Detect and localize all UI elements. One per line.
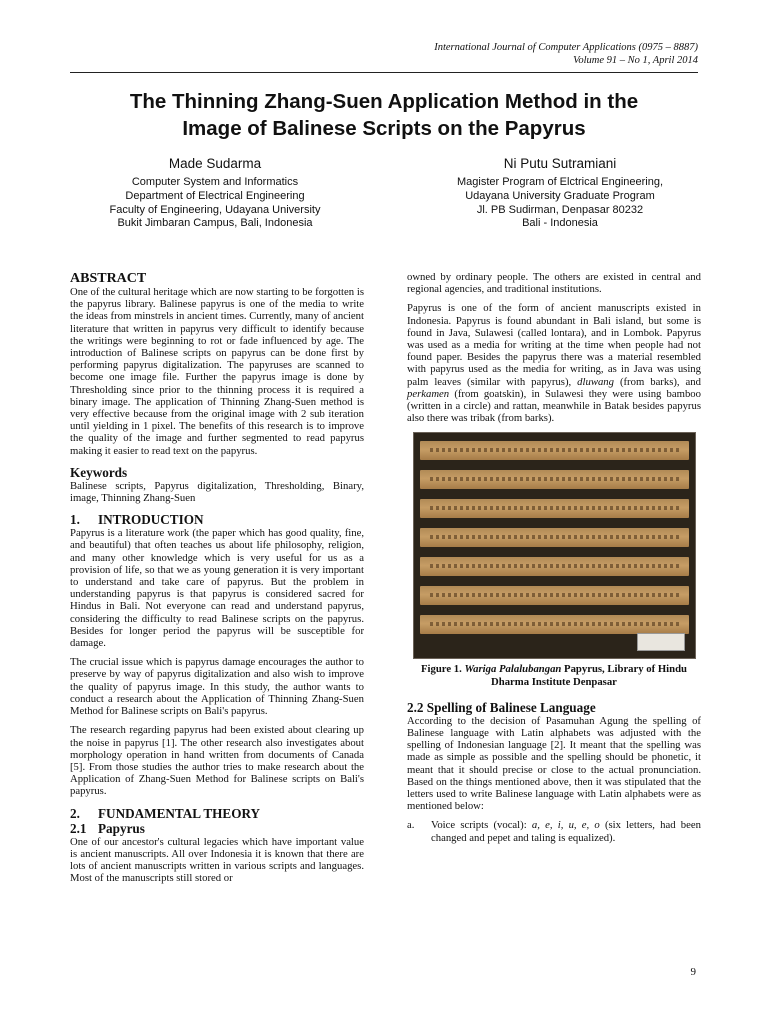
section-title: INTRODUCTION: [98, 512, 204, 528]
text-run: (from goatskin), in Sulawesi they were using bamboo (written in a circle) and rattan, meanwhile in Batak besides papyrus also there was tribak (from barks).: [407, 387, 701, 425]
caption-text: Papyrus, Library of Hindu Dharma Institute Denpasar: [491, 663, 687, 688]
intro-paragraph: The research regarding papyrus had been existed about clearing up the noise in papyrus [1]. The other research also investigates about morphology operation in hand written from documents of Canada [5]. From those studies the author tries to make research about the Application of Zhang-Suen Method for Balinese scripts on Bali's papyrus.: [70, 724, 364, 798]
author-affiliation-line: Bukit Jimbaran Campus, Bali, Indonesia: [117, 217, 313, 230]
author-affiliation-line: Faculty of Engineering, Udayana University: [109, 203, 321, 216]
journal-volume: Volume 91 – No 1, April 2014: [573, 55, 698, 66]
title-line-2: Image of Balinese Scripts on the Papyrus: [182, 117, 586, 140]
subsection-number: 2.1: [70, 820, 87, 836]
papyrus-leaf: [420, 528, 689, 547]
paper-title: [60, 88, 708, 142]
journal-header: [434, 41, 698, 67]
caption-label: Figure 1.: [421, 663, 465, 676]
figure-caption: [407, 663, 701, 687]
author-name: Made Sudarma: [168, 156, 262, 171]
keywords-text: Balinese scripts, Papyrus digitalization, Thresholding, Binary, image, Thinning Zhang-Suen: [70, 479, 364, 505]
fundamental-theory-heading: [70, 806, 364, 821]
author-affiliation-line: Computer System and Informatics: [131, 176, 299, 188]
list-marker: a.: [407, 819, 415, 832]
papyrus-leaf: [420, 586, 689, 605]
abstract-text: One of the cultural heritage which are now starting to be forgotten is the papyrus library. Balinese papyrus is one of the media to write the ideas from minstrels in ancient times. Currently, many of ancient literature that written in papyrus very difficult to identify because the writings were beginning to rot or fade influenced by age. The introduction of Balinese scripts on papyrus can be done first by performing papyrus digitalization. The papyruses are scanned to become one image file. Further the papyrus image is done by Thresholding since prior to the thinning process it is required a binary image. The application of Thinning Zhang-Suen method is very effective because from the original image with 2 sub iteration until yielding in 1 pixel. The benefits of this research is to improve the quality of the image and further segmented to read papyrus making it easier to read text on the papyrus.: [70, 286, 364, 457]
author-affiliation-line: Bali - Indonesia: [522, 217, 598, 230]
section-number: 2.: [70, 805, 80, 821]
spelling-heading: 2.2 Spelling of Balinese Language: [407, 699, 596, 715]
papyrus-paragraph: One of our ancestor's cultural legacies which have important value is ancient manuscripts. All over Indonesia it is known that there are lots of ancient manuscripts written in various scripts and languages. Most of the manuscripts still stored or: [70, 835, 364, 885]
author-affiliation-line: Magister Program of Elctrical Engineering,: [456, 176, 664, 188]
author-block-2: [400, 155, 720, 231]
section-number: 1.: [70, 512, 80, 528]
right-column: [407, 271, 701, 844]
intro-paragraph: The crucial issue which is papyrus damage encourages the author to preserve by way of papyrus digitalization and also wish to improve the quality of papyrus image. In this study, the author wants to conduct a research about the Application of Thinning Zhang-Suen Method for Balinese scripts on Bali's papyrus.: [70, 656, 364, 718]
intro-paragraph: Papyrus is a literature work (the paper which has good quality, fine, and beautiful) that often teaches us about life philosophy, religion, and many other knowledge which is very useful for us as a provision of life, so that we as young generation it is very important to understand and take care of papyrus. But the problem in understanding papyrus is that papyrus is considered sacred for Hindus in Bali. Not everyone can read and understand papyrus, considering the difficulty to read Balinese scripts on the papyrus. Besides for longer period the papyrus will be susceptible for damage.: [70, 527, 364, 650]
header-rule: [70, 72, 698, 73]
introduction-heading: [70, 512, 364, 527]
text-run: (from barks), and: [613, 375, 701, 388]
keywords-heading: Keywords: [70, 464, 128, 480]
author-affiliation-line: Udayana University Graduate Program: [465, 189, 655, 202]
papyrus-leaf: [420, 615, 689, 634]
page-number: 9: [690, 966, 696, 978]
papyrus-leaf: [420, 499, 689, 518]
left-column: [70, 271, 364, 891]
title-line-1: The Thinning Zhang-Suen Application Method in the: [129, 90, 639, 113]
text-run: Voice scripts (vocal):: [431, 819, 532, 832]
spelling-paragraph: According to the decision of Pasamuhan Agung the spelling of Balinese language with Latin alphabets was adjusted with the spelling of Indonesian language [2]. It meant that the spelling was made as simple as possible and the spelling should be phonetic, it meant that it should precise or close to the actual pronunciation. Based on the things mentioned above, then it was stipulated that the letters used to write Balinese language with Latin alphabets were as mentioned below:: [407, 714, 701, 813]
italic-term: dluwang: [577, 375, 614, 388]
author-affiliation-line: Jl. PB Sudirman, Denpasar 80232: [476, 203, 644, 216]
author-affiliation-line: Department of Electrical Engineering: [125, 189, 305, 202]
author-block-1: [55, 155, 375, 231]
italic-term: a, e, i, u, e, o: [531, 819, 600, 832]
text-run: Papyrus is one of the form of ancient manuscripts existed in Indonesia. Papyrus is found abundant in Bali island, but some is found in Java, Sulawesi (called lontara), and in Lombok. Papyrus was used as a media for writing at the time when people had not found paper. Besides the papyrus there was a material resembled with papyrus used as the media for writing, as in Java was using palm leaves (similar with papyrus),: [407, 302, 701, 388]
papyrus-leaf: [420, 557, 689, 576]
section-title: FUNDAMENTAL THEORY: [98, 805, 261, 821]
library-label-card: [637, 633, 685, 651]
papyrus-leaf: [420, 470, 689, 489]
journal-name: International Journal of Computer Applications (0975 – 8887): [434, 42, 698, 53]
abstract-heading: ABSTRACT: [70, 271, 147, 286]
papyrus-leaf: [420, 441, 689, 460]
figure-papyrus-photo: [413, 432, 696, 659]
list-item: [407, 819, 701, 843]
italic-term: perkamen: [407, 387, 450, 400]
subsection-title: Papyrus: [98, 820, 145, 836]
continuation-paragraph: owned by ordinary people. The others are existed in central and regional agencies, and traditional institutions.: [407, 271, 701, 296]
papyrus-form-paragraph: [407, 302, 701, 424]
text-run: (six letters, had been changed and pepet and taling is equalized).: [431, 819, 701, 844]
papyrus-subheading: [70, 821, 364, 836]
author-name: Ni Putu Sutramiani: [503, 156, 617, 171]
caption-italic: Wariga Palalubangan: [464, 663, 562, 676]
list-text: [431, 819, 701, 843]
